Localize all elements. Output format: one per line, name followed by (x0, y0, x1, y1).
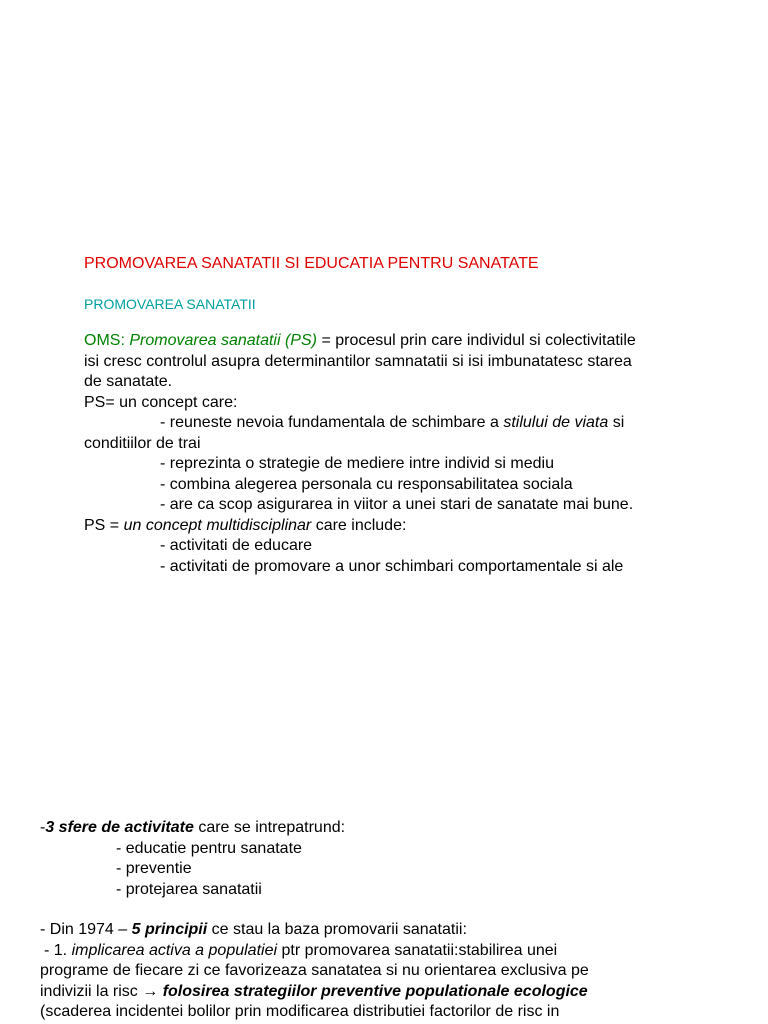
ps-concept-item-1-end: si (612, 414, 625, 431)
principle-1-line-3 (40, 982, 740, 1003)
ps-term: Promovarea sanatatii (PS) (129, 332, 317, 349)
ps-concept-item-1-text: - reuneste nevoia fundamentala de schimbare a (160, 414, 499, 431)
sphere-item: - educatie pentru sanatate (116, 839, 302, 857)
definition-line-2: isi cresc controlul asupra determinantilor samnatatii si isi imbunatatesc starea (84, 352, 632, 370)
page-title: PROMOVAREA SANATATII SI EDUCATIA PENTRU SANATATE (84, 255, 539, 272)
principle-1-line-3-emphasis: folosirea strategiilor preventive populationale ecologice (162, 982, 588, 1000)
spheres-suffix: care se intrepatrund: (198, 819, 346, 836)
ps-multi-suffix: care include: (315, 516, 407, 534)
sphere-item: - preventie (116, 860, 192, 877)
ps-concept-item-1 (84, 413, 734, 434)
principle-1-text: ptr promovarea sanatatii:stabilirea unei (281, 941, 558, 959)
spheres-emphasis: 3 sfere de activitate (45, 819, 194, 836)
definition-block (84, 331, 734, 577)
ps-multi-item-2: - activitati de promovare a unor schimbari comportamentale si ale (160, 557, 624, 575)
ps-multi-item-1: - activitati de educare (160, 537, 313, 554)
ps-concept-item-2: - reprezinta o strategie de mediere intre individ si mediu (160, 455, 554, 472)
principle-1-line-2: programe de fiecare zi ce favorizeaza sanatatea si nu orientarea exclusiva pe (40, 962, 589, 979)
ps-concept-item-4: - are ca scop asigurarea in viitor a unei stari de sanatate mai bune. (160, 496, 634, 513)
spheres-line (40, 818, 740, 839)
definition-line-3: de sanatate. (84, 373, 173, 390)
principles-line (40, 920, 740, 941)
oms-label: OMS: (84, 332, 125, 349)
ps-multidisciplinar-line (84, 516, 734, 537)
definition-line-1 (84, 331, 734, 352)
spacer (40, 900, 740, 920)
principle-1-line-4: (scaderea incidentei bolilor prin modificarea distributiei factorilor de risc in (40, 1003, 560, 1020)
principle-1-number: - 1. (44, 941, 68, 959)
ps-concept-intro: PS= un concept care: (84, 393, 238, 411)
principles-emphasis: 5 principii (131, 921, 208, 938)
principle-1-line-1 (40, 941, 740, 962)
sphere-item: - protejarea sanatatii (116, 880, 262, 898)
spheres-dash: - (40, 819, 46, 836)
definition-text-1: = procesul prin care individul si colectivitatile (321, 332, 636, 349)
ps-multi-emphasis: un concept multidisciplinar (123, 516, 312, 534)
ps-concept-item-3: - combina alegerea personala cu responsabilitatea sociala (160, 475, 573, 493)
principle-1-line-3-text: indivizii la risc → (40, 982, 159, 1000)
lower-block (40, 818, 740, 1023)
ps-concept-item-1-emphasis: stilului de viata (503, 414, 609, 431)
principles-suffix: ce stau la baza promovarii sanatatii: (207, 921, 467, 938)
section-subtitle: PROMOVAREA SANATATII (84, 296, 256, 312)
principle-1-emphasis: implicarea activa a populatiei (71, 941, 278, 959)
principles-prefix: - Din 1974 – (40, 921, 128, 938)
ps-multi-prefix: PS = (84, 516, 120, 534)
ps-concept-item-1-continued: conditiilor de trai (84, 434, 201, 452)
